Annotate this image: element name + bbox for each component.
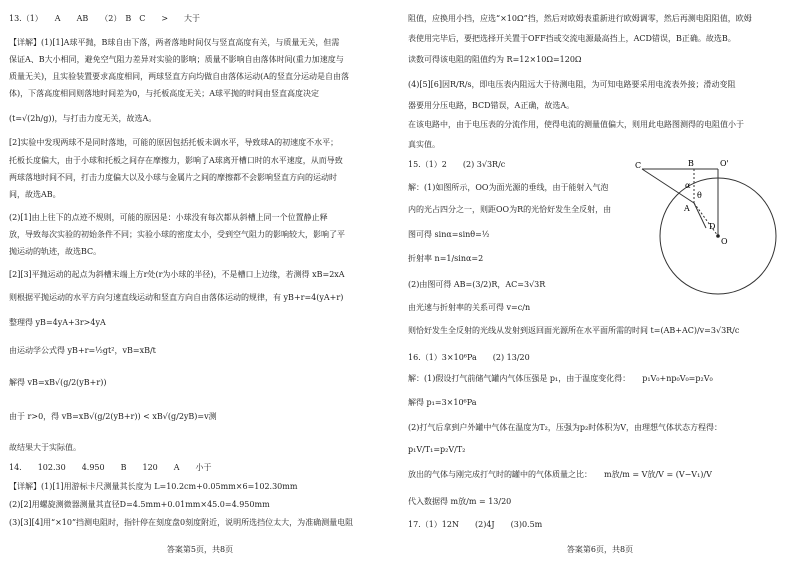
answer-line: 14. 102.30 4.950 B 120 A 小于 (9, 463, 212, 472)
optics-diagram (632, 158, 792, 298)
text-line: 放，导致每次实验的初始条件不同；实验小球的密度太小，受到空气阻力的影响较大，影响了平 (9, 230, 345, 239)
equation: p₁V/T₁=p₂V/T₂ (408, 445, 466, 454)
text-line: (4)[5][6]因R/R/s，即电压表内阻远大于待测电阻，为可知电路要采用电流表外接；滑动变阻 (408, 80, 736, 89)
diagram-label: B (688, 159, 694, 168)
equation: 放出的气体与刚完成打气时的罐中的气体质量之比： m放/m = V放/V = (V−V₁)/V (408, 470, 712, 479)
text-line: 体)，下落高度相同则落地时间差为0，与托板高度无关；A球平抛的时间由竖直高度决定 (9, 89, 319, 98)
text-line: 间，故选AB。 (9, 190, 61, 199)
diagram-label: θ (697, 191, 702, 200)
text-line: 托板长度偏大，由于小球和托板之间存在摩擦力，影响了A球离开槽口时的水平速度，从而导致 (9, 156, 343, 165)
equation: 解：(1)假设打气前储气罐内气体压强是 p₁，由于温度变化得： p₁V₀+np₀V₀=p₂V₀ (408, 374, 713, 383)
text-line: 【详解】(1)[1]A球平抛，B球自由下落，两者落地时间仅与竖直高度有关，与质量无关，但需 (9, 38, 340, 47)
text-line: 器要用分压电路，BCD错误，A正确，故选A。 (408, 101, 575, 110)
text-line: 在该电路中，由于电压表的分流作用，使得电流的测量值偏大，则用此电路图测得的电阻值小于 (408, 120, 744, 129)
answer-line: 15.（1）2 (2) 3√3R/c (408, 160, 506, 169)
diagram-label: C (635, 161, 642, 170)
text-line: 内的光占四分之一，则距OO为R的光恰好发生全反射，由 (408, 205, 612, 214)
text-line: (2)[1]由上往下的点迹不规则，可能的原因是：小球没有每次都从斜槽上同一个位置静止释 (9, 213, 328, 222)
diagram-label: D (709, 222, 716, 231)
equation: 折射率 n=1/sinα=2 (408, 254, 484, 263)
equation: (2)由图可得 AB=(3/2)R，AC=3√3R (408, 280, 546, 289)
text-line: 保证A、B大小相同，避免空气阻力差异对实验的影响；质量不影响自由落体时间(重力加速度与 (9, 55, 344, 64)
text-line: (t=√(2h/g))，与打击力度无关，故选A。 (9, 114, 157, 123)
equation: 图可得 sinα=sinθ=½ (408, 230, 490, 239)
diagram-label: A (684, 204, 690, 213)
text-line: 13.（1） A AB （2） B C > 大于 (9, 14, 201, 23)
text-line: 则根据平抛运动的水平方向匀速直线运动和竖直方向自由落体运动的规律，有 yB+r=4(yA+r) (9, 293, 344, 302)
text-line: (3)[3][4]用“×10”挡测电阻时，指针停在刻度盘0刻度附近，说明所选挡位太大，为准确测量电阻 (9, 518, 354, 527)
diagram-label: O (721, 237, 728, 246)
text-line: 真实值。 (408, 140, 440, 149)
text-line: (2)[2]用螺旋测微器测量其直径D=4.5mm+0.01mm×45.0=4.950mm (9, 500, 270, 509)
page-footer: 答案第6页，共8页 (566, 545, 634, 554)
equation: 由光速与折射率的关系可得 v=c/n (408, 303, 531, 312)
text-line: 解：(1)如图所示，OO为面光源的垂线，由于能射入气泡 (408, 183, 609, 192)
equation: 由于 r>0，得 vB=xB√(g/2(yB+r)) < xB√(g/2yB)=v测 (9, 412, 217, 421)
equation: 由运动学公式得 yB+r=½gt²，vB=xB/t (9, 346, 156, 355)
text-line: 抛运动的轨迹，故选BC。 (9, 247, 102, 256)
text-line: 表使用完毕后，要把选择开关置于OFF挡或交流电源最高挡上，ACD错误，B正确。故选B。 (408, 34, 736, 43)
equation: 整理得 yB=4yA+3r>4yA (9, 318, 106, 327)
text-line: 故结果大于实际值。 (9, 443, 81, 452)
equation: 代入数据得 m放/m = 13/20 (408, 497, 512, 506)
text-line: 质量无关)，且实验装置要求高度相同，两球竖直方向均做自由落体运动(A的竖直分运动是自由落 (9, 72, 350, 81)
equation: 解得 p₁=3×10⁶Pa (408, 398, 477, 407)
equation: 则恰好发生全反射的光线从发射到返回面光源所在水平面所需的时间 t=(AB+AC)/v=3√3R/c (408, 326, 740, 335)
text-line: 读数可得该电阻的阻值约为 R=12×10Ω=120Ω (408, 55, 582, 64)
text-line: 【详解】(1)[1]用游标卡尺测量其长度为 L=10.2cm+0.05mm×6=102.30mm (9, 482, 298, 491)
text-line: 阻值，应换用小挡，应选“×10Ω”挡，然后对欧姆表重新进行欧姆调零，然后再测电阻阻值，欧姆 (408, 14, 752, 23)
answer-page-6 (400, 0, 800, 565)
answer-line: 16.（1）3×10⁶Pa (2) 13/20 (408, 353, 530, 362)
diagram-label: O' (720, 159, 729, 168)
diagram-label: α (685, 181, 691, 190)
text-line: (2)打气后拿到户外罐中气体在温度为T₂，压强为p₂时体积为V，由理想气体状态方程得： (408, 423, 722, 432)
text-line: [2]实验中发现两球不是同时落地，可能的原因包括托板未调水平，导致球A的初速度不水平； (9, 138, 339, 147)
text-line: [2][3]平抛运动的起点为斜槽末端上方r处(r为小球的半径)，不是槽口上边缘，若测得 xB=2xA (9, 270, 345, 279)
text-line: 两球落地时间不同，打击力度偏大以及小球与金属片之间的摩擦都不会影响竖直方向的运动时 (9, 173, 337, 182)
equation: 解得 vB=xB√(g/2(yB+r)) (9, 378, 107, 387)
page-footer: 答案第5页，共8页 (166, 545, 234, 554)
answer-line: 17.（1）12N (2)4J (3)0.5m (408, 520, 543, 529)
